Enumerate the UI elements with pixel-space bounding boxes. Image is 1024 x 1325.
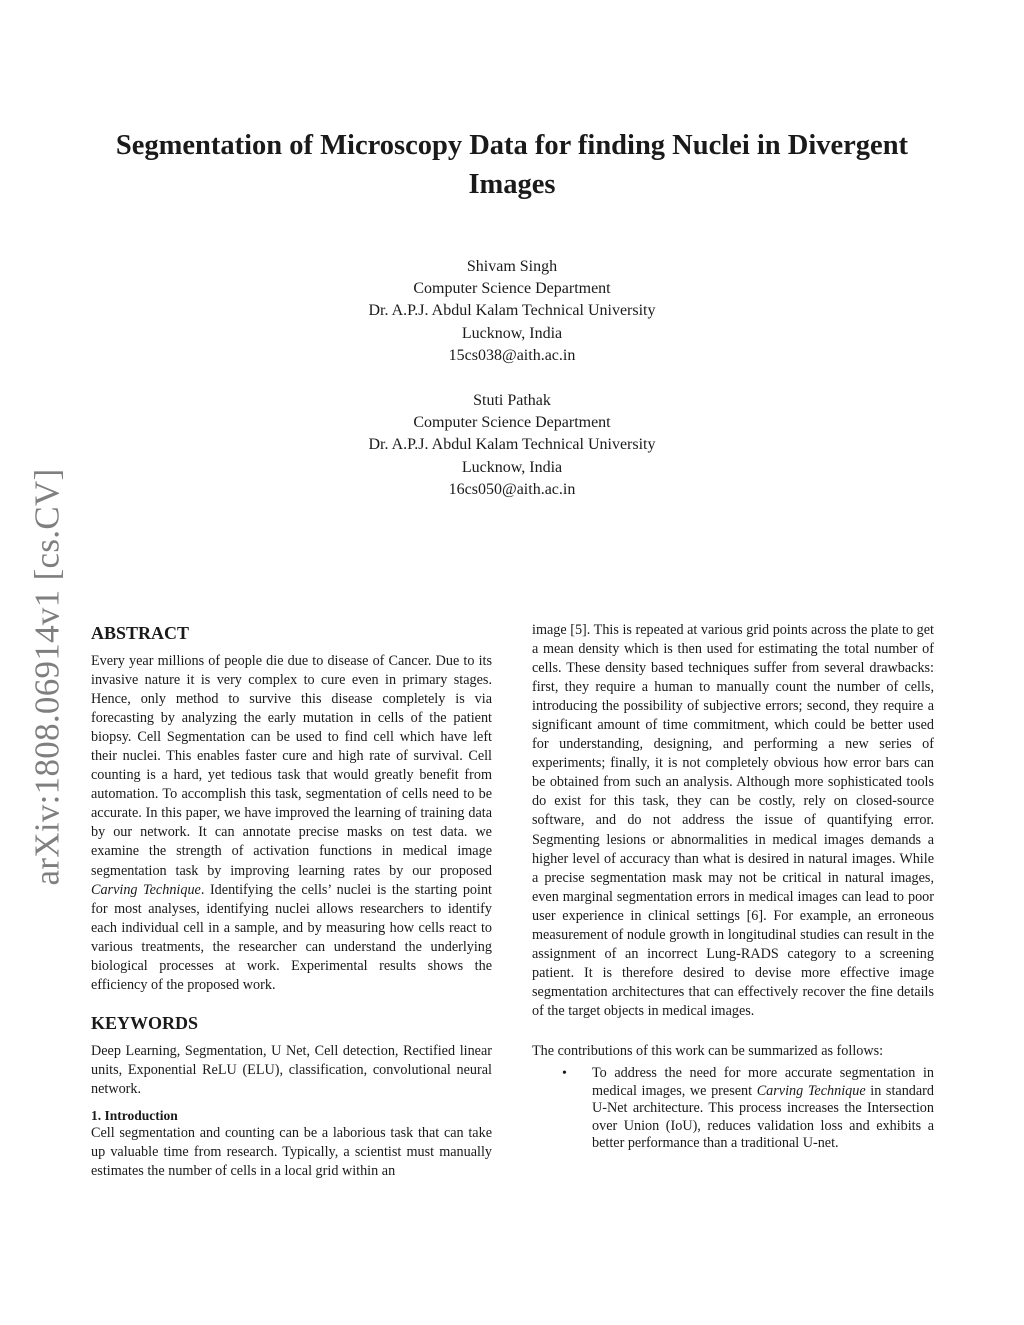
author-department: Computer Science Department <box>413 280 611 298</box>
arxiv-identifier-stamp <box>28 462 68 892</box>
abstract-text-part2: . Identifying the cells’ nuclei is the starting point for most analyses, identifying nuclei allows researchers to identify each individual cell in a sample, and by measuring how cells react to various treatments, the researcher can understand the underlying biological processes at work. Experimental results shows the efficiency of the proposed work. <box>91 881 492 993</box>
abstract-text-part1: Every year millions of people die due to disease of Cancer. Due to its invasive nature it is very complex to cure even in primary stages. Hence, only method to survive this disease completely is via forecasting by analyzing the early mutation in cells of the patient biopsy. Cell Segmentation can be used to find cell which have left their nuclei. This enables faster cure and high rate of survival. Cell counting is a hard, yet tedious task that would greatly benefit from automation. To accomplish this task, segmentation of cells need to be accurate. In this paper, we have improved the learning of training data by our network. It can annotate precise masks on test data. we examine the strength of activation functions in medical image segmentation task by improving learning rates by our proposed <box>91 653 492 879</box>
author-university: Dr. A.P.J. Abdul Kalam Technical University <box>368 436 656 454</box>
paragraph-gap <box>532 1021 934 1042</box>
left-column <box>91 621 492 1181</box>
contribution-text-part1: To address the need for more accurate segmentation in medical images, we present <box>592 1065 934 1099</box>
introduction-text-right: image [5]. This is repeated at various grid points across the plate to get a mean density which is then used for estimating the total number of cells. These density based techniques suffer from several drawbacks: first, they require a human to manually count the number of cells, introducing the possibility of subjective errors; second, they require a significant amount of time commitment, which could be better used for understanding, designing, and performing a new series of experiments; finally, it is not completely obvious how error bars can be obtained from such an analysis. Although more sophisticated tools do exist for this task, they can be costly, rely on closed-source software, and do not address the issue of quantifying error. Segmenting lesions or abnormalities in medical images demands a higher level of accuracy than what is desired in natural images. While a precise segmentation mask may not be critical in natural images, even marginal segmentation errors in medical images can lead to poor user experience in clinical settings [6]. For example, an erroneous measurement of nodule growth in longitudinal studies can result in the assignment of an incorrect Lung-RADS category to a screening patient. It is therefore desired to devise more effective image segmentation architectures that can effectively recover the fine details of the target objects in medical images. <box>532 622 934 1019</box>
keywords-text: Deep Learning, Segmentation, U Net, Cell detection, Rectified linear units, Exponential ReLU (ELU), classification, convolutional neural network. <box>91 1042 492 1097</box>
author-block-2 <box>262 390 762 501</box>
bullet-dot-icon: • <box>562 1066 567 1082</box>
author-email: 15cs038@aith.ac.in <box>448 346 576 364</box>
author-location: Lucknow, India <box>461 324 563 342</box>
author-name: Shivam Singh <box>466 258 558 275</box>
paper-title: Segmentation of Microscopy Data for finding Nuclei in Divergent Images <box>115 130 909 200</box>
arxiv-identifier-text: arXiv:1808.06914v1 [cs.CV] <box>28 468 67 886</box>
abstract-paragraph <box>91 652 492 995</box>
author-university: Dr. A.P.J. Abdul Kalam Technical University <box>368 302 656 320</box>
contribution-text-part2: in standard U-Net architecture. This process increases the Intersection over Union (IoU), reduces validation loss and exhibits a better performance than a traditional U-net. <box>592 1082 934 1152</box>
introduction-heading: 1. Introduction <box>91 1107 178 1123</box>
keywords-heading: KEYWORDS <box>91 1012 199 1033</box>
contribution-item <box>532 1065 934 1153</box>
contribution-italic-term: Carving Technique <box>756 1082 866 1099</box>
contributions-list <box>532 1065 934 1153</box>
abstract-italic-term: Carving Technique <box>91 881 201 898</box>
author-department: Computer Science Department <box>413 414 611 432</box>
author-block-1 <box>262 256 762 367</box>
author-email: 16cs050@aith.ac.in <box>448 480 576 498</box>
abstract-heading: ABSTRACT <box>91 623 190 643</box>
right-column <box>532 621 934 1153</box>
contributions-lead: The contributions of this work can be summarized as follows: <box>532 1042 884 1059</box>
author-name: Stuti Pathak <box>473 392 551 409</box>
author-location: Lucknow, India <box>461 458 563 476</box>
introduction-text-left: Cell segmentation and counting can be a laborious task that can take up valuable time from research. Typically, a scientist must manually estimates the number of cells in a local grid within an <box>91 1124 492 1180</box>
